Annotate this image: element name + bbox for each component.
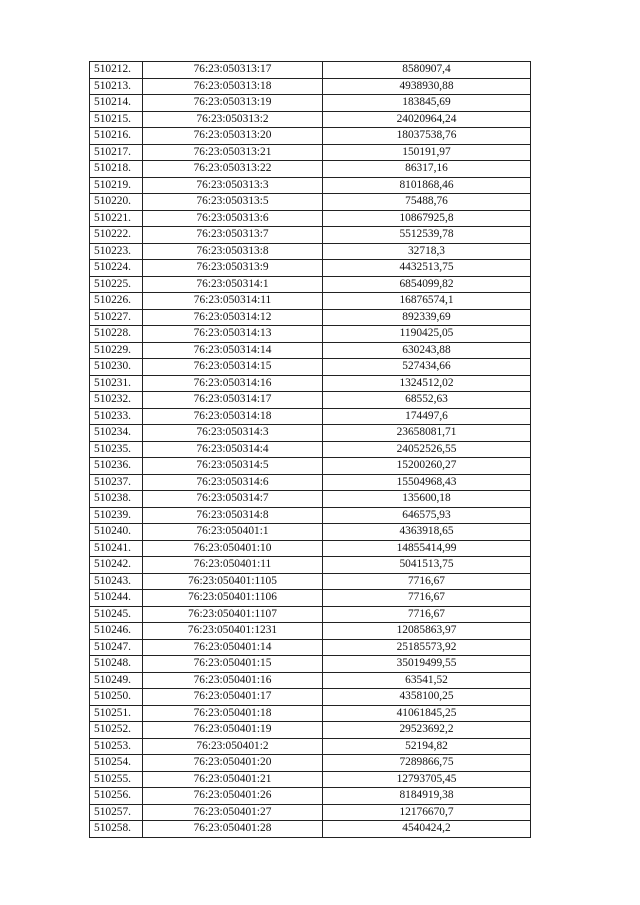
row-number: 510222. <box>90 227 143 244</box>
cadastral-value: 16876574,1 <box>323 293 531 310</box>
table-row <box>90 804 531 821</box>
table-row <box>90 375 531 392</box>
cadastral-number: 76:23:050314:14 <box>143 342 323 359</box>
cadastral-number: 76:23:050401:10 <box>143 540 323 557</box>
cadastral-number: 76:23:050314:13 <box>143 326 323 343</box>
cadastral-value: 15200260,27 <box>323 458 531 475</box>
table-row <box>90 557 531 574</box>
row-number: 510251. <box>90 705 143 722</box>
row-number: 510225. <box>90 276 143 293</box>
row-number: 510243. <box>90 573 143 590</box>
cadastral-number: 76:23:050313:6 <box>143 210 323 227</box>
table-row <box>90 392 531 409</box>
table-row <box>90 656 531 673</box>
cadastral-value: 7716,67 <box>323 606 531 623</box>
cadastral-value: 18037538,76 <box>323 128 531 145</box>
row-number: 510215. <box>90 111 143 128</box>
cadastral-number: 76:23:050314:5 <box>143 458 323 475</box>
cadastral-number: 76:23:050313:22 <box>143 161 323 178</box>
row-number: 510238. <box>90 491 143 508</box>
table-row <box>90 144 531 161</box>
row-number: 510233. <box>90 408 143 425</box>
cadastral-number: 76:23:050401:19 <box>143 722 323 739</box>
cadastral-value: 8184919,38 <box>323 788 531 805</box>
cadastral-number: 76:23:050313:21 <box>143 144 323 161</box>
table-row <box>90 78 531 95</box>
cadastral-number: 76:23:050313:19 <box>143 95 323 112</box>
cadastral-number: 76:23:050401:1105 <box>143 573 323 590</box>
cadastral-value: 7289866,75 <box>323 755 531 772</box>
cadastral-value: 150191,97 <box>323 144 531 161</box>
row-number: 510219. <box>90 177 143 194</box>
cadastral-number: 76:23:050401:1231 <box>143 623 323 640</box>
row-number: 510218. <box>90 161 143 178</box>
table-row <box>90 161 531 178</box>
row-number: 510244. <box>90 590 143 607</box>
cadastral-value: 5041513,75 <box>323 557 531 574</box>
row-number: 510240. <box>90 524 143 541</box>
table-row <box>90 606 531 623</box>
cadastral-number: 76:23:050313:3 <box>143 177 323 194</box>
row-number: 510249. <box>90 672 143 689</box>
row-number: 510226. <box>90 293 143 310</box>
cadastral-number: 76:23:050314:6 <box>143 474 323 491</box>
table-row <box>90 821 531 838</box>
row-number: 510223. <box>90 243 143 260</box>
cadastral-value: 15504968,43 <box>323 474 531 491</box>
table-row <box>90 425 531 442</box>
row-number: 510229. <box>90 342 143 359</box>
table-row <box>90 227 531 244</box>
table-row <box>90 359 531 376</box>
table-row <box>90 210 531 227</box>
cadastral-value: 7716,67 <box>323 590 531 607</box>
table-row <box>90 474 531 491</box>
row-number: 510258. <box>90 821 143 838</box>
cadastral-table-container <box>89 61 531 838</box>
cadastral-number: 76:23:050401:11 <box>143 557 323 574</box>
cadastral-value: 8101868,46 <box>323 177 531 194</box>
cadastral-value: 12793705,45 <box>323 771 531 788</box>
row-number: 510245. <box>90 606 143 623</box>
table-row <box>90 755 531 772</box>
cadastral-number: 76:23:050313:2 <box>143 111 323 128</box>
row-number: 510213. <box>90 78 143 95</box>
table-row <box>90 458 531 475</box>
row-number: 510239. <box>90 507 143 524</box>
cadastral-number: 76:23:050313:5 <box>143 194 323 211</box>
cadastral-value: 630243,88 <box>323 342 531 359</box>
cadastral-value: 1324512,02 <box>323 375 531 392</box>
cadastral-number: 76:23:050401:20 <box>143 755 323 772</box>
table-row <box>90 260 531 277</box>
table-row <box>90 788 531 805</box>
cadastral-number: 76:23:050314:18 <box>143 408 323 425</box>
row-number: 510224. <box>90 260 143 277</box>
cadastral-number: 76:23:050314:4 <box>143 441 323 458</box>
cadastral-value: 527434,66 <box>323 359 531 376</box>
table-row <box>90 722 531 739</box>
cadastral-number: 76:23:050313:20 <box>143 128 323 145</box>
table-row <box>90 524 531 541</box>
cadastral-value: 86317,16 <box>323 161 531 178</box>
cadastral-value: 1190425,05 <box>323 326 531 343</box>
row-number: 510241. <box>90 540 143 557</box>
cadastral-value: 7716,67 <box>323 573 531 590</box>
row-number: 510236. <box>90 458 143 475</box>
cadastral-number: 76:23:050401:15 <box>143 656 323 673</box>
cadastral-value: 12085863,97 <box>323 623 531 640</box>
cadastral-value: 29523692,2 <box>323 722 531 739</box>
cadastral-number: 76:23:050314:1 <box>143 276 323 293</box>
table-row <box>90 194 531 211</box>
cadastral-number: 76:23:050314:12 <box>143 309 323 326</box>
row-number: 510228. <box>90 326 143 343</box>
row-number: 510212. <box>90 62 143 79</box>
row-number: 510230. <box>90 359 143 376</box>
row-number: 510252. <box>90 722 143 739</box>
cadastral-value: 4432513,75 <box>323 260 531 277</box>
table-row <box>90 62 531 79</box>
row-number: 510237. <box>90 474 143 491</box>
row-number: 510221. <box>90 210 143 227</box>
cadastral-number: 76:23:050313:9 <box>143 260 323 277</box>
cadastral-value: 4358100,25 <box>323 689 531 706</box>
row-number: 510232. <box>90 392 143 409</box>
cadastral-value: 183845,69 <box>323 95 531 112</box>
table-row <box>90 243 531 260</box>
table-row <box>90 276 531 293</box>
cadastral-value: 6854099,82 <box>323 276 531 293</box>
cadastral-value: 24052526,55 <box>323 441 531 458</box>
cadastral-number: 76:23:050313:7 <box>143 227 323 244</box>
table-row <box>90 128 531 145</box>
table-row <box>90 342 531 359</box>
cadastral-value: 8580907,4 <box>323 62 531 79</box>
row-number: 510227. <box>90 309 143 326</box>
cadastral-value: 35019499,55 <box>323 656 531 673</box>
row-number: 510255. <box>90 771 143 788</box>
row-number: 510220. <box>90 194 143 211</box>
table-row <box>90 689 531 706</box>
table-row <box>90 771 531 788</box>
cadastral-value: 41061845,25 <box>323 705 531 722</box>
cadastral-value: 4363918,65 <box>323 524 531 541</box>
table-row <box>90 705 531 722</box>
table-row <box>90 408 531 425</box>
cadastral-value: 32718,3 <box>323 243 531 260</box>
cadastral-number: 76:23:050401:1107 <box>143 606 323 623</box>
row-number: 510235. <box>90 441 143 458</box>
table-row <box>90 623 531 640</box>
cadastral-number: 76:23:050314:11 <box>143 293 323 310</box>
cadastral-number: 76:23:050313:17 <box>143 62 323 79</box>
cadastral-number: 76:23:050314:3 <box>143 425 323 442</box>
row-number: 510217. <box>90 144 143 161</box>
cadastral-number: 76:23:050401:14 <box>143 639 323 656</box>
row-number: 510231. <box>90 375 143 392</box>
row-number: 510253. <box>90 738 143 755</box>
cadastral-value: 5512539,78 <box>323 227 531 244</box>
table-row <box>90 639 531 656</box>
table-row <box>90 491 531 508</box>
table-row <box>90 540 531 557</box>
cadastral-number: 76:23:050401:28 <box>143 821 323 838</box>
row-number: 510257. <box>90 804 143 821</box>
cadastral-number: 76:23:050401:26 <box>143 788 323 805</box>
row-number: 510246. <box>90 623 143 640</box>
cadastral-value: 135600,18 <box>323 491 531 508</box>
cadastral-value: 23658081,71 <box>323 425 531 442</box>
cadastral-value: 63541,52 <box>323 672 531 689</box>
table-body <box>90 62 531 838</box>
table-row <box>90 590 531 607</box>
row-number: 510242. <box>90 557 143 574</box>
row-number: 510248. <box>90 656 143 673</box>
row-number: 510216. <box>90 128 143 145</box>
cadastral-value: 892339,69 <box>323 309 531 326</box>
cadastral-number: 76:23:050401:21 <box>143 771 323 788</box>
table-row <box>90 441 531 458</box>
row-number: 510214. <box>90 95 143 112</box>
cadastral-number: 76:23:050314:16 <box>143 375 323 392</box>
cadastral-number: 76:23:050401:27 <box>143 804 323 821</box>
table-row <box>90 507 531 524</box>
cadastral-number: 76:23:050314:17 <box>143 392 323 409</box>
cadastral-value: 646575,93 <box>323 507 531 524</box>
cadastral-value: 25185573,92 <box>323 639 531 656</box>
row-number: 510254. <box>90 755 143 772</box>
table-row <box>90 95 531 112</box>
row-number: 510256. <box>90 788 143 805</box>
cadastral-table <box>89 61 531 838</box>
cadastral-number: 76:23:050401:17 <box>143 689 323 706</box>
row-number: 510250. <box>90 689 143 706</box>
cadastral-number: 76:23:050313:8 <box>143 243 323 260</box>
cadastral-number: 76:23:050401:18 <box>143 705 323 722</box>
cadastral-value: 14855414,99 <box>323 540 531 557</box>
cadastral-number: 76:23:050401:2 <box>143 738 323 755</box>
cadastral-value: 68552,63 <box>323 392 531 409</box>
cadastral-number: 76:23:050313:18 <box>143 78 323 95</box>
cadastral-number: 76:23:050401:1106 <box>143 590 323 607</box>
cadastral-value: 24020964,24 <box>323 111 531 128</box>
table-row <box>90 309 531 326</box>
cadastral-value: 12176670,7 <box>323 804 531 821</box>
table-row <box>90 177 531 194</box>
cadastral-number: 76:23:050401:16 <box>143 672 323 689</box>
row-number: 510234. <box>90 425 143 442</box>
table-row <box>90 111 531 128</box>
cadastral-value: 174497,6 <box>323 408 531 425</box>
cadastral-number: 76:23:050314:8 <box>143 507 323 524</box>
cadastral-value: 4938930,88 <box>323 78 531 95</box>
row-number: 510247. <box>90 639 143 656</box>
cadastral-value: 52194,82 <box>323 738 531 755</box>
table-row <box>90 672 531 689</box>
table-row <box>90 573 531 590</box>
cadastral-number: 76:23:050314:15 <box>143 359 323 376</box>
cadastral-number: 76:23:050401:1 <box>143 524 323 541</box>
table-row <box>90 738 531 755</box>
table-row <box>90 326 531 343</box>
cadastral-value: 10867925,8 <box>323 210 531 227</box>
table-row <box>90 293 531 310</box>
cadastral-value: 4540424,2 <box>323 821 531 838</box>
cadastral-value: 75488,76 <box>323 194 531 211</box>
cadastral-number: 76:23:050314:7 <box>143 491 323 508</box>
